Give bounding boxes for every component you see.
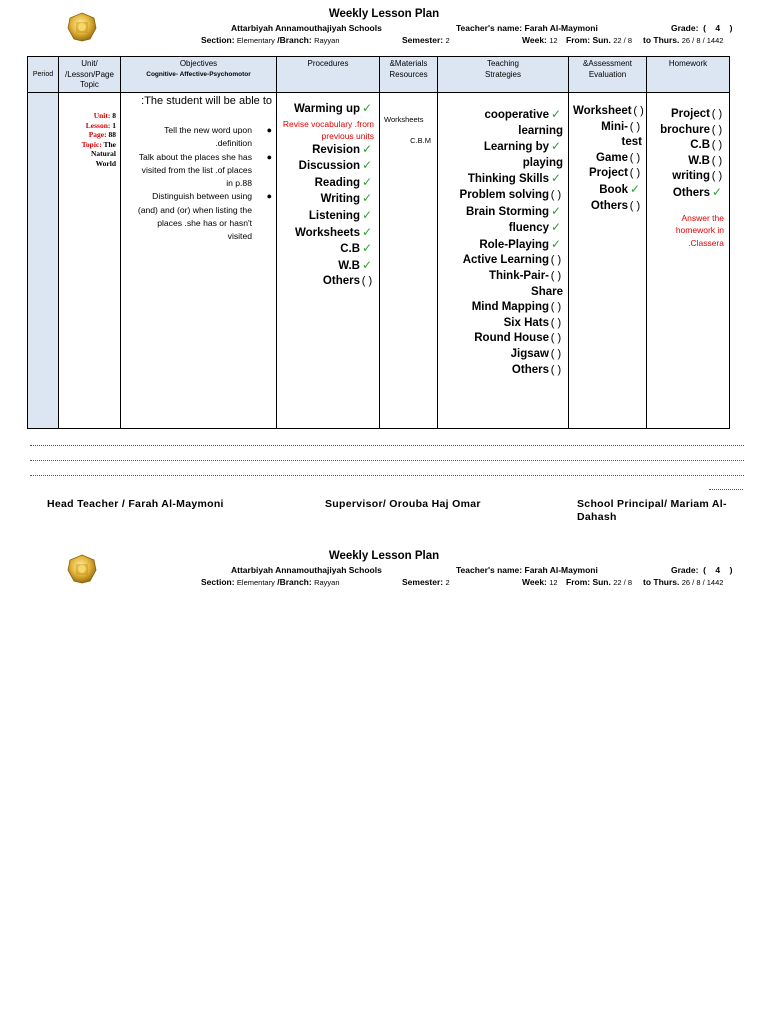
strategy-item: Jigsaw ( ) (442, 347, 563, 363)
to-date: to Thurs. 26 / 8 / 1442 (643, 577, 724, 587)
strategy-item: Role-Playing ✓ (479, 236, 562, 251)
empty-mark: ( ) (711, 108, 723, 120)
table-row (28, 93, 730, 429)
header-unit: Unit/ /Lesson/Page Topic (59, 57, 121, 93)
supervisor-signature: Supervisor/ Orouba Haj Omar (325, 498, 481, 510)
strategy-item: Share (531, 285, 563, 298)
procedure-item: W.B ✓ (338, 257, 373, 272)
check-icon: ✓ (550, 220, 562, 235)
check-icon: ✓ (361, 174, 373, 189)
empty-mark: ( ) (629, 199, 641, 212)
check-icon: ✓ (361, 191, 373, 206)
school-name: Attarbiyah Annamouthajiyah Schools (231, 23, 382, 33)
period-cell (28, 93, 59, 429)
grade: Grade: ( 4 ) (671, 565, 733, 575)
to-date: to Thurs. 26 / 8 / 1442 (643, 35, 724, 45)
procedure-item: Listening ✓ (308, 207, 373, 222)
homework-item: brochure ( ) (651, 123, 724, 139)
homework-item: writing ( ) (651, 169, 724, 185)
warming-note: Revise vocabulary .from previous units (282, 118, 374, 141)
strategy-item: learning (518, 124, 563, 137)
assessment-item: Project ( ) (573, 166, 642, 182)
empty-mark: ( ) (711, 123, 723, 136)
strategy-item: Problem solving ( ) (442, 188, 563, 204)
material-cbm: C.B.M (410, 136, 431, 145)
check-icon: ✓ (361, 207, 373, 222)
assessment-cell (569, 93, 647, 429)
notes-line (30, 445, 744, 446)
procedure-item: Reading ✓ (314, 174, 373, 189)
check-icon: ✓ (550, 236, 562, 251)
empty-mark: ( ) (711, 139, 723, 152)
semester: Semester: 2 (402, 35, 450, 45)
empty-mark: ( ) (550, 301, 562, 314)
material-worksheets: Worksheets (384, 115, 424, 124)
homework-item: C.B ( ) (651, 138, 724, 154)
strategy-item: Brain Storming ✓ (465, 203, 562, 218)
homework-cell (647, 93, 730, 429)
header-period: Period (28, 57, 59, 93)
empty-mark: ( ) (361, 275, 373, 288)
header-materials: &Materials Resources (380, 57, 438, 93)
check-icon: ✓ (361, 224, 373, 239)
empty-mark: ( ) (629, 167, 641, 180)
strategy-item: Thinking Skills ✓ (467, 171, 562, 186)
empty-mark: ( ) (550, 269, 562, 282)
page-title: Weekly Lesson Plan (328, 550, 440, 562)
principal-signature: School Principal/ Mariam Al-Dahash (577, 498, 727, 523)
strategy-item: Round House ( ) (442, 331, 563, 347)
empty-mark: ( ) (550, 332, 562, 345)
empty-mark: ( ) (550, 254, 562, 267)
assessment-item: Mini- ( ) (573, 120, 642, 136)
objectives-lead: :The student will be able to (141, 95, 272, 107)
notes-line (30, 475, 744, 476)
teacher-name: Teacher's name: Farah Al-Maymoni (456, 23, 598, 33)
procedure-warming-up: Warming up ✓ (293, 101, 373, 115)
check-icon: ✓ (629, 181, 641, 196)
teaching-cell (438, 93, 569, 429)
section: Section: Elementary /Branch: Rayyan (201, 577, 340, 587)
check-icon: ✓ (550, 139, 562, 154)
check-icon: ✓ (550, 203, 562, 218)
homework-item: W.B ( ) (651, 154, 724, 170)
week: Week: 12 (522, 35, 558, 45)
bullet-icon: ● (266, 151, 272, 162)
procedure-item: Others ( ) (282, 274, 374, 290)
assessment-item: Others ( ) (573, 199, 642, 215)
section: Section: Elementary /Branch: Rayyan (201, 35, 340, 45)
strategy-item: cooperative ✓ (484, 107, 562, 121)
procedure-item: C.B ✓ (340, 241, 373, 256)
procedures-cell (277, 93, 380, 429)
assessment-item: Game ( ) (573, 151, 642, 167)
teacher-name: Teacher's name: Farah Al-Maymoni (456, 565, 598, 575)
empty-mark: ( ) (629, 151, 641, 164)
lesson-plan-table (27, 56, 730, 429)
empty-mark: ( ) (550, 347, 562, 360)
unit-cell: Unit: 8 Lesson: 1 Page: 88 Topic: The Natural World (59, 93, 121, 429)
header-objectives: Objectives Cognitive- Affective-Psychomotor (121, 57, 277, 93)
school-name: Attarbiyah Annamouthajiyah Schools (231, 565, 382, 575)
homework-item: Others ✓ (672, 184, 723, 199)
list-item: Tell the new word upon .definition ● (164, 125, 272, 149)
from-date: From: Sun. 22 / 8 (566, 577, 632, 587)
homework-item: Project ( ) (651, 107, 724, 123)
strategy-item: Six Hats ( ) (442, 316, 563, 332)
empty-mark: ( ) (550, 363, 562, 376)
strategy-item: playing (522, 156, 563, 169)
check-icon: ✓ (550, 107, 562, 121)
bullet-icon: ● (266, 191, 272, 202)
table-header-row (28, 57, 730, 93)
strategy-item: Think-Pair- ( ) (442, 269, 563, 285)
list-item: Talk about the places she has visited from the list .of places in p.88 ● (138, 151, 272, 189)
strategy-item: Learning by ✓ (483, 139, 562, 154)
strategy-item: Mind Mapping ( ) (442, 300, 563, 316)
strategy-item: fluency ✓ (508, 220, 562, 235)
header-assessment: &Assessment Evaluation (569, 57, 647, 93)
page-title: Weekly Lesson Plan (328, 8, 440, 20)
header-procedures: Procedures (277, 57, 380, 93)
bullet-icon: ● (266, 125, 272, 135)
assessment-item: Book ✓ (599, 181, 641, 196)
strategy-item: Active Learning ( ) (442, 253, 563, 269)
page-header-2 (0, 548, 768, 598)
materials-cell (380, 93, 438, 429)
empty-mark: ( ) (711, 154, 723, 167)
check-icon: ✓ (361, 141, 373, 156)
homework-note: Answer the homework in .Classera (675, 212, 724, 248)
check-icon: ✓ (361, 257, 373, 272)
page-header (0, 6, 768, 56)
header-teaching: Teaching Strategies (438, 57, 569, 93)
check-icon: ✓ (550, 171, 562, 186)
header-homework: Homework (647, 57, 730, 93)
empty-mark: ( ) (711, 170, 723, 183)
signature-line (709, 489, 743, 490)
assessment-item: test (621, 136, 642, 149)
week: Week: 12 (522, 577, 558, 587)
semester: Semester: 2 (402, 577, 450, 587)
head-teacher-signature: Head Teacher / Farah Al-Maymoni (47, 498, 224, 510)
check-icon: ✓ (361, 101, 373, 115)
list-item: Distinguish between using (and) and (or) when listing the places .she has or hasn't visited ● (137, 191, 272, 242)
procedure-item: Writing ✓ (320, 191, 373, 206)
empty-mark: ( ) (550, 188, 562, 201)
from-date: From: Sun. 22 / 8 (566, 35, 632, 45)
assessment-item: Worksheet ( ) (573, 104, 642, 120)
empty-mark: ( ) (629, 120, 641, 133)
procedure-item: Revision ✓ (312, 141, 373, 156)
check-icon: ✓ (361, 158, 373, 173)
empty-mark: ( ) (550, 316, 562, 329)
objectives-cell (121, 93, 277, 429)
empty-mark: ( ) (633, 105, 644, 117)
procedure-item: Worksheets ✓ (295, 224, 373, 239)
check-icon: ✓ (361, 241, 373, 256)
notes-line (30, 460, 744, 461)
procedure-item: Discussion ✓ (298, 158, 373, 173)
strategy-item: Others ( ) (442, 363, 563, 379)
grade: Grade: ( 4 ) (671, 23, 733, 33)
check-icon: ✓ (711, 184, 723, 199)
